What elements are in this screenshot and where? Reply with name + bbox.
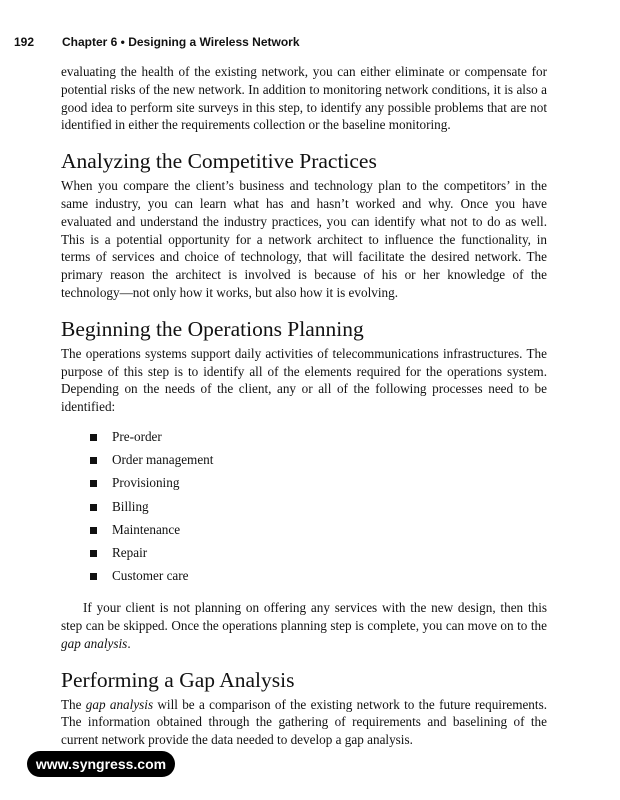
list-item bbox=[61, 521, 547, 544]
list-item-label: Order management bbox=[112, 452, 214, 468]
list-item bbox=[61, 498, 547, 521]
skip-paragraph: If your client is not planning on offering any services with the new design, then this step can be skipped. Once the operations planning step is complete, you can move on to the gap analysis. bbox=[61, 600, 547, 651]
page-body bbox=[61, 63, 547, 749]
competitive-paragraph: When you compare the client’s business and technology plan to the competitors’ in the same industry, you can learn what has and hasn’t worked and why. Once you have evaluated and understand the industry practices, you can identify what not to do as well. This is a potential opportunity for a network architect to influence the functionality, in terms of services and choice of technology, that will facilitate the desired network. The primary reason the architect is involved is because of his or her knowledge of the technology—not only how it works, but also how it is evolving. bbox=[61, 178, 547, 300]
operations-paragraph: The operations systems support daily activities of telecommunications infrastructures. The purpose of this step is to identify all of the elements required for the operations system. Depending on the needs of the client, any or all of the following processes need to be identified: bbox=[61, 345, 547, 415]
bullet-icon bbox=[90, 480, 97, 487]
bullet-icon bbox=[90, 550, 97, 557]
list-item bbox=[61, 567, 547, 590]
bullet-icon bbox=[90, 573, 97, 580]
bullet-icon bbox=[90, 504, 97, 511]
bullet-icon bbox=[90, 527, 97, 534]
list-item bbox=[61, 428, 547, 451]
gap-paragraph: The gap analysis will be a comparison of the existing network to the future requirements. The information obtained through the gathering of requirements and baselining of the current network provide the data needed to develop a gap analysis. bbox=[61, 696, 547, 748]
heading-operations-planning: Beginning the Operations Planning bbox=[61, 316, 364, 341]
bullet-icon bbox=[90, 434, 97, 441]
page-number: 192 bbox=[14, 35, 35, 49]
heading-competitive-practices: Analyzing the Competitive Practices bbox=[61, 149, 377, 174]
gap-analysis-term: gap analysis bbox=[61, 635, 128, 651]
list-item-label: Maintenance bbox=[112, 521, 181, 537]
list-item-label: Customer care bbox=[112, 568, 189, 584]
website-link[interactable]: www.syngress.com bbox=[27, 751, 175, 777]
list-item bbox=[61, 474, 547, 497]
list-item bbox=[61, 544, 547, 567]
gap-analysis-term: gap analysis bbox=[85, 696, 154, 712]
bullet-icon bbox=[90, 457, 97, 464]
list-item-label: Repair bbox=[112, 544, 148, 560]
process-list bbox=[61, 428, 547, 590]
list-item-label: Billing bbox=[112, 498, 149, 514]
list-item bbox=[61, 451, 547, 474]
heading-gap-analysis: Performing a Gap Analysis bbox=[61, 667, 295, 692]
intro-paragraph: evaluating the health of the existing network, you can either eliminate or compensate for potential risks of the new network. In addition to monitoring network conditions, it is also a good idea to perform site surveys in this step, to identify any possible problems that are not identified in either the requirements collection or the baseline monitoring. bbox=[61, 64, 547, 133]
list-item-label: Pre-order bbox=[112, 428, 162, 444]
list-item-label: Provisioning bbox=[112, 475, 180, 491]
chapter-title: Chapter 6 • Designing a Wireless Network bbox=[62, 35, 300, 49]
